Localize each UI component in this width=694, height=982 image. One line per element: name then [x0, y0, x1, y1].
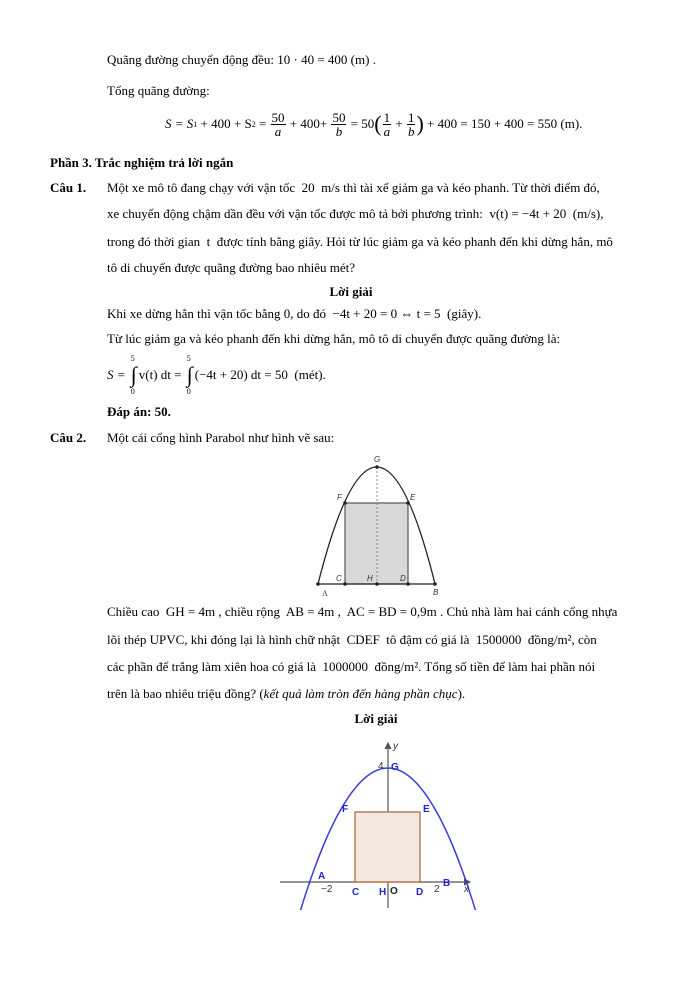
frac-num: 50 — [271, 109, 285, 125]
frac-den: b — [407, 123, 415, 139]
question2-label: Câu 2. — [50, 430, 87, 445]
label-a: A — [322, 589, 328, 598]
frac-den: b — [335, 123, 343, 139]
label-d: D — [416, 887, 424, 898]
fraction — [383, 111, 392, 138]
frac-num: 50 — [332, 109, 346, 125]
question2-line: Chiều cao GH = 4m , chiều rộng AB = 4m , AC = BD = 0,9m . Chủ nhà làm hai cánh cổng nhựa — [107, 604, 618, 619]
formula-sub: 1 — [193, 119, 198, 129]
label-g: G — [374, 455, 381, 464]
tick-2: 2 — [434, 884, 440, 895]
section-title: Phần 3. Trắc nghiệm trả lời ngắn — [50, 155, 234, 170]
total-distance-formula — [165, 107, 582, 141]
integral-upper: 5 — [186, 354, 191, 363]
formula-part: v(t) dt = — [138, 367, 185, 382]
question2-line: lõi thép UPVC, khi đóng lại là hình chữ nhật CDEF tô đậm có giá là 1500000 đồng/m², còn — [107, 632, 597, 647]
label-c: C — [352, 887, 360, 898]
frac-den: a — [383, 123, 391, 139]
label-h: H — [367, 574, 373, 583]
question1-label: Câu 1. — [50, 180, 87, 195]
formula-part: + 400 = 150 + 400 = 550 (m). — [423, 116, 583, 131]
formula-part: + — [392, 116, 406, 131]
label-h: H — [379, 887, 387, 898]
question1-line: trong đó thời gian t được tính bằng giây. Hỏi từ lúc giảm ga và kéo phanh đến khi dừng hẳn, mô — [107, 234, 613, 249]
label-b: B — [443, 878, 451, 889]
question1-line: Một xe mô tô đang chạy với vận tốc 20 m/s thì tài xế giảm ga và kéo phanh. Từ thời điểm đó, — [107, 180, 600, 195]
right-paren: ) — [416, 111, 424, 136]
frac-num: 1 — [407, 109, 415, 125]
integral-lower: 0 — [186, 387, 191, 396]
question2-last-line — [107, 686, 465, 702]
formula-part: = — [255, 116, 270, 131]
uniform-motion-label: Quãng đường chuyển động đều: — [107, 52, 275, 67]
tick-minus2: −2 — [321, 884, 333, 895]
tick-4: 4 — [378, 761, 384, 772]
label-g: G — [391, 762, 399, 773]
rectangle-cdef — [355, 812, 420, 882]
left-paren: ( — [374, 111, 382, 136]
question1-answer: Đáp án: 50. — [107, 404, 171, 419]
uniform-motion-line — [107, 52, 376, 68]
formula-part: (−4t + 20) dt = 50 (mét). — [194, 367, 326, 382]
question1-line: tô di chuyển được quãng đường bao nhiêu mét? — [107, 260, 356, 275]
rounding-note: kết quả làm tròn đến hàng phần chục — [263, 686, 458, 701]
uniform-motion-expr: 10 · 40 = 400 (m) . — [277, 52, 376, 67]
integral-sign: 5 ∫ 0 — [186, 354, 193, 396]
text-part: ). — [457, 686, 466, 701]
question1-solution-line: Khi xe dừng hẳn thì vận tốc bằng 0, do đó −4t + 20 = 0 ⇔ t = 5 (giây). — [107, 306, 482, 321]
frac-num: 1 — [383, 109, 391, 125]
formula-part: S = S — [165, 116, 194, 131]
question1-solution-heading: Lời giải — [329, 284, 373, 299]
text-part: trên là bao nhiêu triệu đồng? ( — [107, 686, 264, 701]
label-a: A — [318, 871, 326, 882]
formula-part: S = — [107, 367, 129, 382]
fraction — [407, 111, 416, 138]
integral-lower: 0 — [130, 387, 135, 396]
integral-formula — [107, 354, 326, 396]
y-axis-label: y — [393, 741, 398, 752]
question2-solution-heading: Lời giải — [354, 711, 398, 726]
integral-sign: 5 ∫ 0 — [130, 354, 137, 396]
formula-part: = 50 — [347, 116, 375, 131]
fraction — [271, 111, 286, 138]
label-e: E — [410, 493, 416, 502]
label-b: B — [433, 588, 439, 597]
x-axis-label: x — [464, 884, 469, 895]
frac-den: a — [274, 123, 282, 139]
integral-upper: 5 — [130, 354, 135, 363]
formula-part: + 400+ — [286, 116, 331, 131]
coordinate-figure — [275, 735, 485, 910]
question2-line: các phần để trắng làm xiên hoa có giá là 1000000 đồng/m². Tổng số tiền để làm hai phần nói — [107, 659, 596, 674]
question2-intro: Một cái cổng hình Parabol như hình vẽ sau: — [107, 430, 335, 445]
label-f: F — [342, 804, 349, 815]
gate-figure — [300, 450, 460, 600]
formula-part: + 400 + S — [197, 116, 252, 131]
question1-solution-line: Từ lúc giảm ga và kéo phanh đến khi dừng hẳn, mô tô di chuyển được quãng đường là: — [107, 331, 561, 346]
label-c: C — [336, 574, 342, 583]
label-e: E — [423, 804, 430, 815]
total-distance-label: Tổng quãng đường: — [107, 83, 210, 98]
label-f: F — [337, 493, 342, 502]
formula-sub: 2 — [251, 119, 256, 129]
fraction — [331, 111, 346, 138]
label-o: O — [390, 886, 398, 897]
question1-line: xe chuyển động chậm dần đều với vận tốc được mô tả bởi phương trình: v(t) = −4t + 20 (m/s), — [107, 206, 604, 221]
label-d: D — [400, 574, 406, 583]
